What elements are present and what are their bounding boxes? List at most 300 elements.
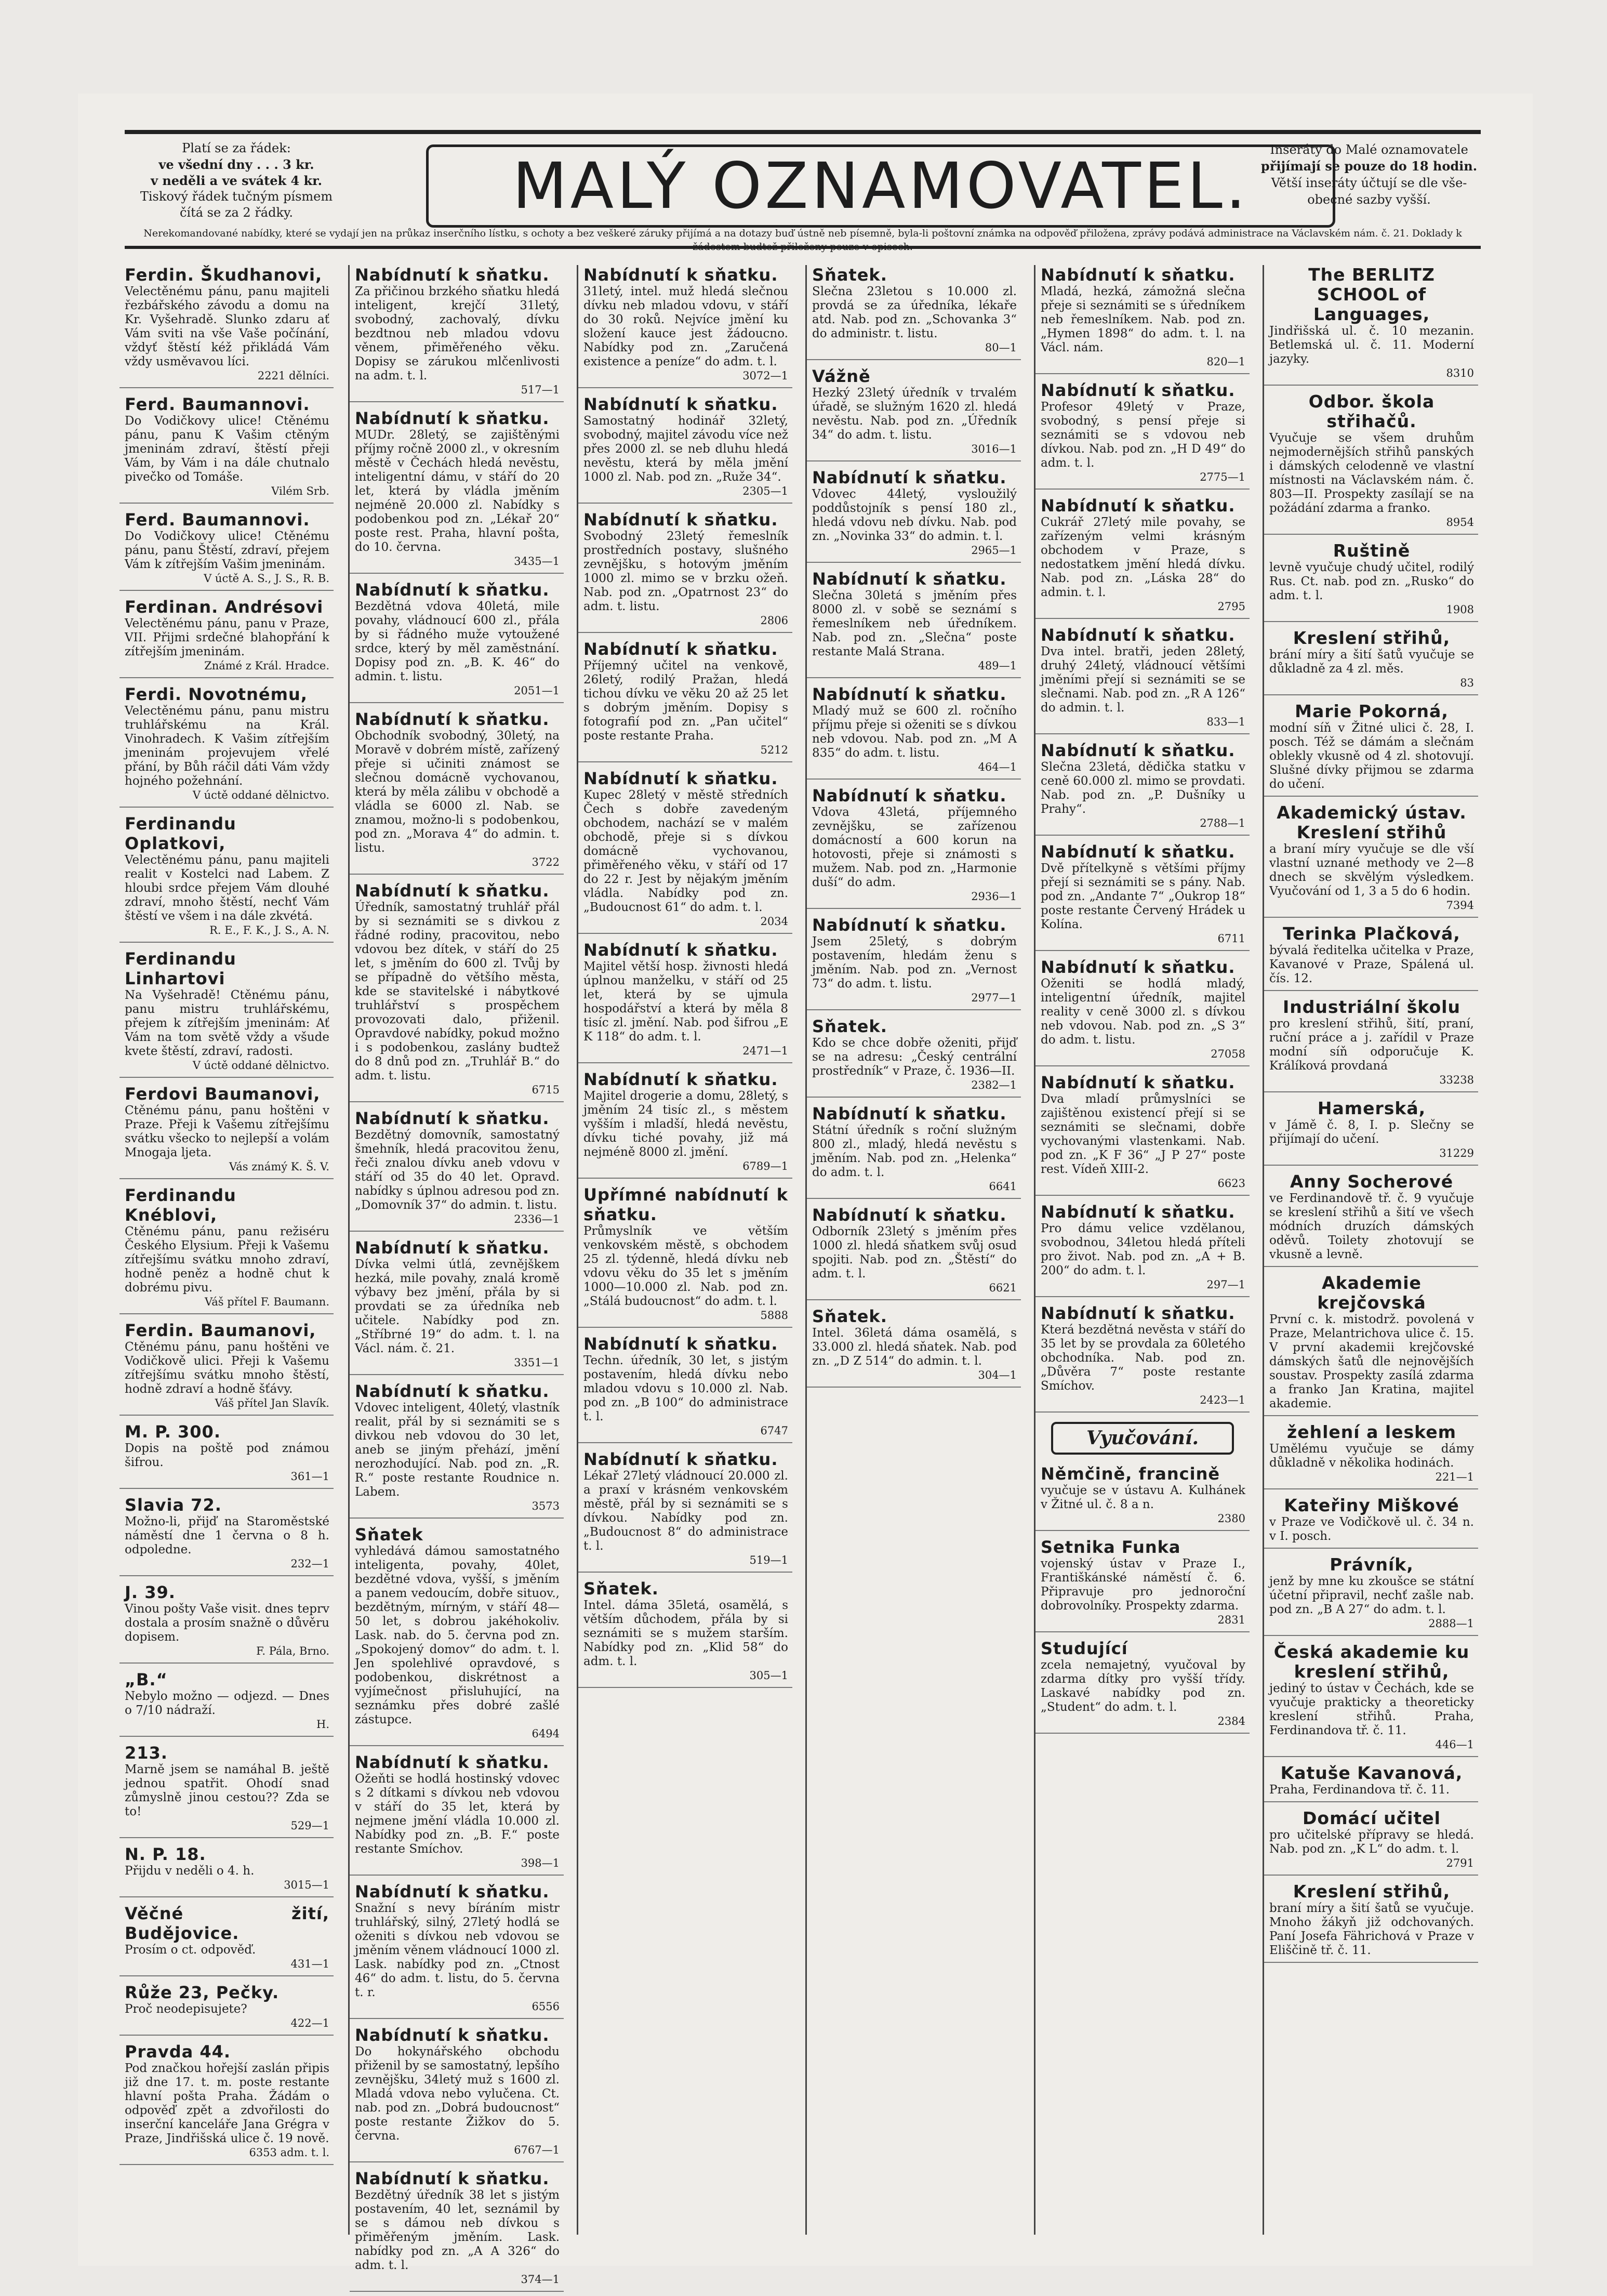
- ad-headline: Nabídnutí k sňatku.: [812, 468, 1007, 487]
- ad-headline: Akademie krejčovská: [1317, 1273, 1426, 1313]
- ad-code: 446—1: [1435, 1738, 1474, 1751]
- classified-ad: [807, 1104, 1021, 1199]
- classified-ad: [1264, 1555, 1478, 1636]
- ad-text: Ctěnému pánu, panu režiséru Českého Elysium. Přeji k Vašemu zítřejšímu svátku mnoho zdraví, hodně peněz a hodně chut k dobrému pivu.: [125, 1225, 329, 1295]
- ad-headline: Nabídnutí k sňatku.: [583, 639, 778, 659]
- classified-ad: [578, 1579, 792, 1688]
- ad-text: Vdovec inteligent, 40letý, vlastník realit, přál by si seznámiti se s divkou neb vdovou do 30 let, aneb se jiným přehází, jmění nerozhodující. Nab. pod zn. „R. R.“ poste restante Roudnice n. Labem.: [355, 1401, 560, 1499]
- classified-ad: [1264, 924, 1478, 991]
- ad-text: Slečna 30letá s jměním přes 8000 zl. v sobě se seznámí s řemeslníkem neb úředníkem. Nab. pod zn. „Slečna“ poste restante Malá Strana.: [812, 589, 1017, 658]
- ad-headline: Ruštině: [1333, 540, 1411, 561]
- column-6: [1263, 265, 1478, 2235]
- ad-text: pro kreslení střihů, šití, praní, ruční práce a j. zařídil v Praze modní síň odporučuje K. Králíková provdaná: [1269, 1017, 1474, 1073]
- classified-ad: [807, 569, 1021, 678]
- ad-headline: Katuše Kavanová,: [1280, 1763, 1463, 1783]
- classified-ad: [1035, 1303, 1250, 1413]
- classified-ad: [119, 2042, 334, 2165]
- ad-text: Snažní s nevy bíráním mistr truhlářský, silný, 27letý hodlá se oženiti s dívkou neb vdovou se jměním věnem vládnoucí 1000 zl. Lask. nabídky pod zn. „Ctnost 46“ do adm. t. listu, do 5. června t. r.: [355, 1902, 560, 1999]
- classified-ad: [350, 265, 564, 402]
- insertion-info: [1257, 141, 1481, 208]
- ad-text: Přijdu v neděli o 4. h.: [125, 1864, 255, 1878]
- ad-text: Obchodník svobodný, 30letý, na Moravě v dobrém místě, zařízený přeje si učiniti známost se slečnou domácně vychovanou, která by měla zálibu v obchodě a vládla se 6000 zl. Nab. se znamou, možno-li s podobenkou, pod zn. „Morava 4“ do admin. t. listu.: [355, 729, 560, 855]
- ad-code: 519—1: [749, 1554, 788, 1566]
- ad-text: Vdova 43letá, příjemného zevnějšku, se zařízenou domácností a 600 korun na hotovosti, přeje si známosti s mužem. Nab. pod zn. „Harmonie duší“ do adm.: [812, 806, 1017, 889]
- ad-headline: Nabídnutí k sňatku.: [1041, 957, 1236, 977]
- ad-headline: Nabídnutí k sňatku.: [583, 1334, 778, 1354]
- ad-text: Pod značkou hořejší zaslán připis již dne 17. t. m. poste restante hlavní pošta Praha. Žádám o odpověď zpět a zdvořilosti do inserční kanceláře Jana Grégra v Praze, Jindřišská ulice č. 19 nově.: [125, 2062, 329, 2145]
- info-line: Větší inseráty účtují se dle vše-: [1271, 176, 1467, 190]
- ad-text: 31letý, intel. muž hledá slečnou dívku neb mladou vdovu, v stáří do 30 roků. Nejvíce jmění ku složení kauce jest žádoucno. Nabídky pod zn. „Zaručená existence a peníze“ do adm. t. l.: [583, 285, 788, 368]
- ad-text: Velectěnému pánu, panu majiteli řezbářského závodu a domu na Kr. Vyšehradě. Slunko zdaru ať Vám sviti na vše Vaše počínání, vždyť štěstí kéž přikládá Vám vždy usměvavou líci.: [125, 285, 329, 368]
- ad-text: Ctěnému pánu, panu hoštěni ve Vodičkově ulici. Přeji k Vašemu zítřejšímu svátku mnoho štěstí, hodně zdraví a hodně šťávy.: [125, 1340, 329, 1396]
- ad-code: 27058: [1211, 1048, 1245, 1060]
- classified-ad: [119, 949, 334, 1078]
- ad-text: levně vyučuje chudý učitel, rodilý Rus. Ct. nab. pod zn. „Rusko“ do adm. t. l.: [1269, 561, 1474, 602]
- column-1: [119, 265, 334, 2235]
- ad-text: Svobodný 23letý řemeslník prostředních postavy, slušného zevnějšku, s hotovým jměním 1000 zl. mimo se v brzku ožeň. Nab. pod zn. „Opatrnost 23“ do adm. t. listu.: [583, 530, 788, 613]
- ad-code: H.: [316, 1718, 329, 1731]
- ad-text: Mladý muž se 600 zl. ročního příjmu přeje si oženiti se s dívkou neb vdovou. Nab. pod zn. „M A 835“ do adm. t. listu.: [812, 704, 1017, 760]
- classified-ad: [119, 1582, 334, 1664]
- ad-text: Proč neodepisujete?: [125, 2002, 247, 2016]
- ad-headline: Nabídnutí k sňatku.: [355, 1381, 550, 1401]
- ad-text: Velectěnému pánu, panu mistru truhlářskému na Král. Vinohradech. K Vašim zítřejším jmeninám projevujem vřelé přání, by Bůh ráčil dáti Vám vždy hojného požehnání.: [125, 704, 329, 788]
- ad-text: Bezdětný úředník 38 let s jistým postavením, 40 let, seznámil by se s dámou neb dívkou s přiměřeným jměním. Lask. nabídky pod zn. „A A 326“ do adm. t. l.: [355, 2188, 560, 2272]
- classified-ad: [807, 915, 1021, 1010]
- classified-ad: [350, 2025, 564, 2162]
- classified-ad: [1035, 380, 1250, 490]
- masthead: [125, 130, 1481, 253]
- classified-ad: [119, 1904, 334, 1976]
- classified-ad: [350, 1525, 564, 1746]
- ad-headline: J. 39.: [125, 1582, 176, 1602]
- classified-ad: [119, 1670, 334, 1737]
- ad-text: Cukrář 27letý mile povahy, se zařízeným velmi krásným obchodem v Praze, s nedostatkem jmění hledá dívku. Nab. pod zn. „Láska 28“ do admin. t. l.: [1041, 516, 1245, 599]
- ad-code: 80—1: [985, 341, 1017, 354]
- ad-code: 2423—1: [1200, 1394, 1245, 1406]
- ad-code: 8954: [1446, 516, 1474, 529]
- ad-text: a braní míry vyučuje se dle vší vlastní uznané methody ve 2—8 dnech se skvělým výsledkem. Vyučování od 1, 3 a 5 do 6 hodin.: [1269, 842, 1474, 898]
- ad-headline: Nabídnutí k sňatku.: [583, 1449, 778, 1469]
- ad-code: 2788—1: [1200, 817, 1245, 829]
- ad-text: Příjemný učitel na venkově, 26letý, rodilý Pražan, hledá tichou dívku ve věku 20 až 25 let s dobrým jměním. Dopisy s fotografií pod zn. „Pan učitel“ poste restante Praha.: [583, 659, 788, 743]
- ad-code: 3435—1: [514, 555, 560, 568]
- ad-text: vyhledává dámou samostatného inteligenta, povahy, 40let, bezdětné vdova, vyšší, s jměním a panem vedoucím, dobře situov., bezdětným, mírným, v stáří 48—50 let, s dobrou jakéhokoliv. Lask. nab. do 5. června pod zn. „Spokojený domov“ do adm. t. l. Jen spolehlivé opravdové, s podobenkou, diskrétnost a vyjímečnost přisluhující, na seznámku přes dobré zašlé zástupce.: [355, 1545, 560, 1726]
- ad-text: Možno-li, přijď na Staroměstské náměstí dne 1 června o 8 h. odpoledne.: [125, 1515, 329, 1556]
- ad-code: 3722: [532, 856, 560, 868]
- ad-text: Hezký 23letý úředník v trvalém úřadě, se služným 1620 zl. hledá nevěstu. Nab. pod zn. „Úředník 34“ do adm. t. listu.: [812, 386, 1017, 442]
- ad-text: Slečna 23letou s 10.000 zl. provdá se za úředníka, lékaře atd. Nab. pod zn. „Schovanka 3“ do administr. t. listu.: [812, 285, 1017, 340]
- price-line: Tiskový řádek tučným písmem: [140, 189, 333, 204]
- ad-text: Průmyslník ve větším venkovském městě, s obchodem 25 zl. týdenně, hledá dívku neb vdovu věku do 35 let s jměním 1000—10.000 zl. Nab. pod zn. „Stálá budoucnost“ do adm. t. l.: [583, 1224, 788, 1308]
- classified-ad: [807, 1017, 1021, 1098]
- ad-headline: Nabídnutí k sňatku.: [583, 394, 778, 414]
- ad-text: vojenský ústav v Praze I., Františkánské náměstí č. 6. Připravuje pro jednoroční dobrovolníky. Prospekty zdarma.: [1041, 1557, 1245, 1613]
- info-line: přijímají se pouze do 18 hodin.: [1260, 159, 1478, 174]
- ad-headline: N. P. 18.: [125, 1844, 206, 1864]
- ad-code: 3015—1: [284, 1879, 329, 1891]
- ad-text: Dva intel. bratři, jeden 28letý, druhý 24letý, vládnoucí většími jměními přejí si seznámiti se se slečnami. Nab. pod zn. „R A 126“ do admin. t. l.: [1041, 645, 1245, 715]
- ad-headline: Česká akademie ku kreslení střihů,: [1273, 1642, 1470, 1682]
- ad-code: 6494: [532, 1727, 560, 1740]
- ad-text: v Praze ve Vodičkově ul. č. 34 n. v I. posch.: [1269, 1515, 1474, 1543]
- ad-code: 83: [1460, 677, 1474, 689]
- ad-code: Vilém Srb.: [271, 485, 329, 497]
- ad-text: Bezdětný domovník, samostatný šmehník, hledá pracovitou ženu, řeči znalou dívku aneb vdovu v stáří od 35 do 40 let. Opravd. nabídky s úplnou adresou pod zn. „Domovník 37“ do admin. t. listu.: [355, 1128, 560, 1212]
- classified-ad: [578, 1449, 792, 1573]
- ad-headline: Nabídnutí k sňatku.: [355, 1752, 550, 1772]
- ad-headline: Vážně: [812, 366, 871, 386]
- ad-code: 489—1: [978, 659, 1017, 672]
- classified-ad: [350, 881, 564, 1102]
- ad-headline: Nabídnutí k sňatku.: [1041, 1073, 1236, 1092]
- ad-code: 2384: [1217, 1715, 1245, 1727]
- ad-code: 422—1: [290, 2017, 329, 2029]
- ad-text: Velectěnému pánu, panu v Praze, VII. Přijmi srdečné blahopřání k zítřejším jmeninám.: [125, 617, 329, 658]
- ad-text: První c. k. mistodrž. povolená v Praze, Melantrichova ulice č. 15. V první akademii krejčovské dámských šatů dle nejnovějších soustav. Prospekty zasílá zdarma a franko Jan Kratina, majitel akademie.: [1269, 1313, 1474, 1410]
- ad-code: V úctě oddané dělnictvo.: [192, 1059, 329, 1072]
- ad-code: 6711: [1217, 932, 1245, 945]
- ad-code: 6353 adm. t. l.: [249, 2146, 329, 2159]
- classified-ad: [119, 1084, 334, 1179]
- ad-code: 31229: [1439, 1147, 1474, 1159]
- classified-ad: [1035, 1639, 1250, 1734]
- ad-code: 6789—1: [742, 1160, 788, 1172]
- ad-headline: Nabídnutí k sňatku.: [812, 1104, 1007, 1124]
- ad-code: 2221 dělníci.: [257, 370, 329, 382]
- classified-ad: [807, 468, 1021, 563]
- classified-ad: [1264, 1882, 1478, 1963]
- classified-ad: [350, 709, 564, 875]
- ad-text: Majitel drogerie a domu, 28letý, s jměním 24 tisíc zl., s městem vyšším i mladší, hledá nevěstu, dívku tiché povahy, již má nejméně 8000 zl. jmění.: [583, 1089, 788, 1159]
- masthead-note: Nerekomandované nabídky, které se vydají jen na průkaz inserčního lístku, s ochoty a bez veškeré záruky přijímá a na dotazy buď ústně neb písemně, byla-li poštovní známka na odpověď přiložena, zprávy podává administrace na Václavském nám. č. 21. Doklady k žádostem budtež přiloženy pouze v opisech.: [143, 228, 1462, 253]
- ad-headline: Nabídnutí k sňatku.: [355, 408, 550, 428]
- ad-text: Marně jsem se namáhal B. ještě jednou spatřit. Ohodí snad zůmyslně jinou cestou?? Zda se to!: [125, 1763, 329, 1818]
- ad-headline: Nabídnutí k sňatku.: [583, 265, 778, 285]
- ad-headline: Sňatek: [355, 1525, 423, 1545]
- ad-text: Techn. úředník, 30 let, s jistým postavením, hledá dívku nebo mladou vdovu s 10.000 zl. Nab. pod zn. „B 100“ do administrace t. l.: [583, 1354, 788, 1423]
- classified-ad: [1264, 1099, 1478, 1166]
- ad-code: 6767—1: [514, 2144, 560, 2156]
- ad-text: brání míry a šití šatů vyučuje se důkladně za 4 zl. měs.: [1269, 648, 1474, 676]
- ad-headline: Nabídnutí k sňatku.: [1041, 496, 1236, 516]
- ad-code: 833—1: [1206, 716, 1245, 728]
- ad-headline: M. P. 300.: [125, 1422, 221, 1442]
- classified-ad: [1035, 957, 1250, 1066]
- ad-code: 6623: [1217, 1177, 1245, 1190]
- ad-code: 3573: [532, 1500, 560, 1512]
- classified-ad: [578, 510, 792, 633]
- ad-text: Velectěnému pánu, panu majiteli realit v Kostelci nad Labem. Z hloubi srdce přejem Vám dlouhé zdraví, mnoho štěstí, nechť Vám štěstí ve všem i na dále zkvétá.: [125, 853, 329, 923]
- classified-ad: [1264, 541, 1478, 622]
- ad-headline: Ferdovi Baumanovi,: [125, 1084, 321, 1104]
- classified-ad: [1264, 1809, 1478, 1876]
- ad-code: 7394: [1446, 899, 1474, 912]
- ad-headline: Kateřiny Miškové: [1284, 1495, 1459, 1515]
- classified-ad: [1035, 1202, 1250, 1297]
- ad-headline: Nabídnutí k sňatku.: [583, 940, 778, 960]
- ad-headline: Nabídnutí k sňatku.: [1041, 842, 1236, 862]
- ad-headline: Studující: [1041, 1639, 1128, 1658]
- classified-ad: [1264, 1172, 1478, 1267]
- ad-code: Známé z Král. Hradce.: [204, 659, 329, 672]
- ad-headline: Nabídnutí k sňatku.: [355, 265, 550, 285]
- price-line: ve všední dny . . . 3 kr.: [158, 157, 314, 172]
- ad-code: 2471—1: [742, 1045, 788, 1057]
- classified-ad: [1264, 392, 1478, 535]
- ad-code: 2936—1: [971, 890, 1017, 903]
- ad-text: zcela nemajetný, vyučoval by zdarma dítky pro vyšší třídy. Laskavé nabídky pod zn. „Student“ do adm. t. l.: [1041, 1658, 1245, 1714]
- ad-code: V úctě A. S., J. S., R. B.: [204, 572, 329, 585]
- ad-code: 3016—1: [971, 443, 1017, 455]
- classified-ad: [119, 1983, 334, 2036]
- classified-ad: [578, 940, 792, 1063]
- ad-code: Váš přítel Jan Slavík.: [215, 1397, 329, 1409]
- ad-text: Vyučuje se všem druhům nejmodernějších střihů panských i dámských celodenně ve vlastní místnosti na Václavském nám. č. 803—II. Prospekty zasílají se na požádání zdarma a franko.: [1269, 431, 1474, 515]
- classified-ad: [807, 366, 1021, 461]
- ad-headline: Sňatek.: [812, 1017, 887, 1036]
- ad-text: Umělému vyučuje se dámy důkladně v několika hodinách.: [1269, 1442, 1474, 1470]
- classified-ad: [1035, 741, 1250, 836]
- ad-text: Oženiti se hodlá mladý, inteligentní úředník, majitel reality v ceně 3000 zl. s dívkou neb vdovou. Nab. pod zn. „S 3“ do adm. t. listu.: [1041, 977, 1245, 1047]
- ad-text: jenž by mne ku zkoušce se státní účetní připravil, nechť zašle nab. pod zn. „B A 27“ do adm. t. l.: [1269, 1575, 1474, 1616]
- classified-ad: [119, 1321, 334, 1416]
- ad-headline: Odbor. škola střihačů.: [1308, 391, 1435, 431]
- ad-headline: Němčině, francině: [1041, 1464, 1220, 1484]
- ad-code: F. Pála, Brno.: [256, 1645, 329, 1657]
- ad-headline: Upřímné nabídnutí k sňatku.: [583, 1185, 788, 1224]
- ad-headline: Nabídnutí k sňatku.: [812, 1205, 1007, 1225]
- ad-text: Za přičinou brzkého sňatku hledá inteligent, krejčí 31letý, svobodný, zachovalý, dívku bezdtnou neb mladou vdovu věnem, přiměřeného věku. Dopisy se zárukou mlčenlivosti na adm. t. l.: [355, 285, 560, 382]
- ad-code: 297—1: [1206, 1278, 1245, 1291]
- ad-headline: Věčné žití, Budějovice.: [125, 1904, 329, 1943]
- ad-code: 33238: [1439, 1074, 1474, 1086]
- ad-code: 2977—1: [971, 992, 1017, 1004]
- classified-ad: [1035, 1537, 1250, 1632]
- ad-code: 2791: [1446, 1857, 1474, 1869]
- price-info: [125, 140, 348, 221]
- classified-ad: [350, 1238, 564, 1375]
- column-2: [348, 265, 564, 2286]
- ad-text: Úředník, samostatný truhlář přál by si seznámiti se s divkou z řádné rodiny, pracovitou, nebo vdovou bez dítek, v stáří do 25 let, s jměním do 600 zl. Tvůj by se případně do většího města, kde se stavitelské i nábytkové truhlářství s prospěchem provozovati dalo, přiženil. Opravdové nabídky, pokud možno i s podobenkou, zaslány budtež do 8 dnů pod zn. „Truhlář B.“ do adm. t. listu.: [355, 901, 560, 1083]
- ad-code: 2034: [760, 915, 788, 928]
- ad-headline: 213.: [125, 1743, 168, 1763]
- ad-text: Která bezdětná nevěsta v stáří do 35 let by se provdala za 60letého obchodníka. Nab. pod zn. „Důvěra 7“ poste restante Smíchov.: [1041, 1323, 1245, 1393]
- classified-ad: [578, 1070, 792, 1179]
- ad-headline: Setnika Funka: [1041, 1537, 1181, 1557]
- ad-code: 2795: [1217, 600, 1245, 613]
- ad-headline: Sňatek.: [812, 1307, 887, 1326]
- ad-headline: Anny Socherové: [1290, 1171, 1454, 1192]
- classified-ad: [1264, 1422, 1478, 1489]
- classified-ad: [1264, 1642, 1478, 1757]
- ad-code: V úctě oddané dělnictvo.: [192, 789, 329, 801]
- ad-headline: Nabídnutí k sňatku.: [1041, 1303, 1236, 1323]
- ad-headline: Marie Pokorná,: [1295, 701, 1449, 721]
- ad-text: Na Vyšehradě! Ctěnému pánu, panu mistru truhlářskému, přejem k zítřejším jmeninám: Ať Vám na tom světě vždy a všude kvete štěstí, zdraví, radosti.: [125, 988, 329, 1058]
- ad-text: MUDr. 28letý, se zajištěnými příjmy ročně 2000 zl., v okresním městě v Čechách hledá nevěstu, inteligentní dámu, v stáří do 20 let, která by vládla jměním nejméně 20.000 zl. Nabídky s podobenkou pod zn. „Lékař 20“ poste rest. Praha, hlavní pošta, do 10. června.: [355, 428, 560, 554]
- classified-ad: [1264, 1763, 1478, 1802]
- classified-ad: [350, 408, 564, 574]
- ad-headline: Nabídnutí k sňatku.: [583, 769, 778, 788]
- ad-headline: Industriální školu: [1283, 997, 1460, 1017]
- info-line: obecné sazby vyšší.: [1307, 192, 1431, 207]
- ad-code: 5212: [760, 744, 788, 756]
- classified-ad: [807, 786, 1021, 909]
- classified-ad: [119, 597, 334, 678]
- ad-headline: Ferdinandu Linhartovi: [125, 949, 236, 988]
- ad-text: Vinou pošty Vaše visit. dnes teprv dostala a prosím snažně o důvěru dopisem.: [125, 1602, 329, 1644]
- ad-headline: Ferdin. Škudhanovi,: [125, 265, 323, 285]
- ad-text: vyučuje se v ústavu A. Kulhánek v Žitné ul. č. 8 a n.: [1041, 1484, 1245, 1511]
- classified-ad: [807, 684, 1021, 780]
- ad-code: 2888—1: [1428, 1617, 1474, 1630]
- ad-text: Dívka velmi útlá, zevnějškem hezká, mile povahy, znalá kromě výbavy bez jmění, přála by si provdati se za úředníka neb učitele. Nabídky pod zn. „Stříbrné 19“ do adm. t. l. na Václ. nám. č. 21.: [355, 1258, 560, 1355]
- classified-ad: [578, 265, 792, 388]
- ad-code: 2336—1: [514, 1213, 560, 1225]
- ad-headline: „B.“: [125, 1670, 168, 1690]
- classified-ad: [1035, 1073, 1250, 1196]
- classified-ad: [1264, 1496, 1478, 1549]
- ad-text: bývalá ředitelka učitelka v Praze, Kavanové v Praze, Spálená ul. čís. 12.: [1269, 944, 1474, 985]
- column-3: [577, 265, 792, 2235]
- ad-text: Intel. 36letá dáma osamělá, s 33.000 zl. hledá sňatek. Nab. pod zn. „D Z 514“ do admin. t. l.: [812, 1326, 1017, 1368]
- ad-headline: Nabídnutí k sňatku.: [812, 684, 1007, 704]
- ad-headline: Hamerská,: [1317, 1098, 1426, 1118]
- ad-headline: Ferd. Baumannovi.: [125, 510, 310, 530]
- ad-code: 8310: [1446, 367, 1474, 379]
- ad-code: 2806: [760, 614, 788, 627]
- classified-ad: [1264, 1273, 1478, 1416]
- ad-code: 3351—1: [514, 1356, 560, 1369]
- ad-text: Ctěnému pánu, panu hoštěni v Praze. Přeji k Vašemu zítřejšímu svátku všecko to nejlepší a volám Mnogaja ljeta.: [125, 1104, 329, 1159]
- classified-ad: [119, 265, 334, 388]
- ad-text: Prosím o ct. odpověď.: [125, 1943, 256, 1957]
- classified-ad: [350, 580, 564, 703]
- classified-ad: [578, 639, 792, 762]
- ad-text: modní síň v Žitné ulici č. 28, I. posch. Též se dámám a slečnám oblekly vkusně od 4 zl. shotovují. Slušné dívky přijmou se zdarma do učení.: [1269, 721, 1474, 791]
- ad-headline: Pravda 44.: [125, 2042, 231, 2062]
- ad-code: 361—1: [290, 1470, 329, 1483]
- ad-headline: Ferdinan. Andrésovi: [125, 597, 324, 617]
- ad-text: Do hokynářského obchodu přiženil by se samostatný, lepšího zevnějšku, 34letý muž s 1600 zl. Mladá vdova nebo vylučena. Ct. nab. pod zn. „Dobrá budoucnost“ poste restante Žižkov do 5. června.: [355, 2045, 560, 2143]
- ad-headline: Kreslení střihů,: [1293, 1881, 1451, 1902]
- ad-code: 5888: [760, 1309, 788, 1322]
- ad-headline: Ferdin. Baumanovi,: [125, 1321, 316, 1340]
- classified-ad: [350, 1752, 564, 1876]
- ad-code: 431—1: [290, 1958, 329, 1970]
- ad-headline: Terinka Plačková,: [1283, 923, 1460, 944]
- ad-headline: Nabídnutí k sňatku.: [812, 786, 1007, 806]
- ad-text: Odborník 23letý s jměním přes 1000 zl. hledá sňatkem svůj osud spojiti. Nab. pod zn. „Štěstí“ do adm. t. l.: [812, 1225, 1017, 1281]
- classified-ad: [350, 1381, 564, 1519]
- classified-ad: [119, 1495, 334, 1576]
- classified-ad: [578, 769, 792, 934]
- ad-headline: Nabídnutí k sňatku.: [812, 915, 1007, 935]
- ad-code: 2382—1: [971, 1079, 1017, 1091]
- ad-text: braní míry a šití šatů se vyučuje. Mnoho žákyň již odchovaných. Paní Josefa Fährichová v Praze v Eliščině tř. č. 11.: [1269, 1902, 1474, 1957]
- classified-ad: [119, 394, 334, 504]
- ad-text: Samostatný hodinář 32letý, svobodný, majitel závodu více než přes 2000 zl. se neb dluhu hledá nevěstu, která by měla jmění 1000 zl. Nab. pod zn. „Ruže 34“.: [583, 414, 788, 484]
- ad-code: 2965—1: [971, 544, 1017, 557]
- ad-headline: Nabídnutí k sňatku.: [812, 569, 1007, 589]
- classified-ad: [578, 1185, 792, 1328]
- classified-ad: [119, 510, 334, 591]
- ad-text: Státní úředník s roční služným 800 zl., mladý, hledá nevěstu s jměním. Nab. pod zn. „Helenka“ do adm. t. l.: [812, 1124, 1017, 1179]
- ad-text: ve Ferdinandově tř. č. 9 vyučuje se kreslení střihů a šití ve všech módních druzích dámských oděvů. Toilety zhotovují se vkusně a levně.: [1269, 1192, 1474, 1261]
- price-line: Platí se za řádek:: [182, 141, 291, 155]
- classified-ad: [350, 1882, 564, 2019]
- ad-text: Jindřišská ul. č. 10 mezanin. Betlemská ul. č. 11. Moderní jazyky.: [1269, 324, 1474, 366]
- section-title: MALÝ OZNAMOVATEL.: [426, 144, 1335, 228]
- classified-ad: [1264, 628, 1478, 695]
- ad-headline: Nabídnutí k sňatku.: [355, 1109, 550, 1128]
- classified-ad: [1264, 265, 1478, 386]
- ad-headline: Nabídnutí k sňatku.: [355, 2169, 550, 2188]
- ad-code: 517—1: [521, 384, 560, 396]
- ad-headline: Ferd. Baumannovi.: [125, 394, 310, 414]
- classified-ad: [1035, 496, 1250, 619]
- ad-headline: žehlení a leskem: [1287, 1422, 1456, 1442]
- ad-headline: Právník,: [1330, 1554, 1414, 1575]
- ad-headline: Nabídnutí k sňatku.: [1041, 1202, 1236, 1222]
- price-line: v neděli a ve svátek 4 kr.: [151, 173, 322, 188]
- ad-code: 6715: [532, 1084, 560, 1096]
- ad-headline: Nabídnutí k sňatku.: [355, 881, 550, 901]
- ad-code: 2305—1: [742, 485, 788, 497]
- ad-text: Do Vodičkovy ulice! Ctěnému pánu, panu K Vašim ctěným jmeninám zdraví, štěstí přeji Vám, by Vám i na dále chutnalo pivečko od Tomáše.: [125, 414, 329, 484]
- ad-text: Lékař 27letý vládnoucí 20.000 zl. a praxí v krásném venkovském městě, přál by si seznámiti se s dívkou. Nabídky pod zn. „Budoucnost 8“ do administrace t. l.: [583, 1469, 788, 1553]
- ad-text: Vdovec 44letý, vysloužilý poddůstojník s pensí 180 zl., hledá vdovu neb dívku. Nab. pod zn. „Novinka 33“ do admin. t. l.: [812, 487, 1017, 543]
- ad-headline: Ferdinandu Knéblovi,: [125, 1185, 236, 1225]
- ad-text: Do Vodičkovy ulice! Ctěnému pánu, panu Štěstí, zdraví, přejem Vám k zítřejším Vašim jmeninám.: [125, 530, 329, 571]
- classified-ad: [1035, 265, 1250, 374]
- ad-text: jediný to ústav v Čechách, kde se vyučuje prakticky a theoreticky kreslení střihů. Praha, Ferdinandova tř. č. 11.: [1269, 1682, 1474, 1737]
- ad-headline: Domácí učitel: [1303, 1808, 1441, 1828]
- classified-ad: [1035, 625, 1250, 734]
- ad-headline: Nabídnutí k sňatku.: [355, 580, 550, 600]
- ad-code: Vás známý K. Š. V.: [229, 1160, 329, 1173]
- ad-text: Dva mladí průmyslníci se zajištěnou existencí přejí si se seznámiti se slečnami, dobře vychovanými vlastenkami. Nab. pod zn. „K F 36“ „J P 27“ poste rest. Vídeň XIII-2.: [1041, 1092, 1245, 1176]
- ad-text: Ožeňti se hodlá hostinský vdovec s 2 dítkami s dívkou neb vdovou v stáří do 35 let, která by nejmene jmění vládla 10.000 zl. Nabídky pod zn. „B. F.“ poste restante Smíchov.: [355, 1772, 560, 1856]
- ad-code: 529—1: [290, 1819, 329, 1832]
- ad-code: R. E., F. K., J. S., A. N.: [209, 924, 329, 936]
- ad-text: Kdo se chce dobře oženiti, přijď se na adresu: „Český centrální prostředník“ v Praze, č. 1936—II.: [812, 1036, 1017, 1078]
- classified-ad: [1264, 803, 1478, 918]
- ad-headline: Akademický ústav. Kreslení střihů: [1277, 802, 1467, 842]
- classified-ad: [1035, 842, 1250, 951]
- classified-ad: [1264, 997, 1478, 1092]
- ad-text: Praha, Ferdinandova tř. č. 11.: [1269, 1783, 1450, 1797]
- ad-code: 2775—1: [1200, 471, 1245, 483]
- classified-ad: [1264, 702, 1478, 797]
- ad-code: 2380: [1217, 1512, 1245, 1525]
- classified-ad: [350, 2169, 564, 2292]
- ad-headline: Ferdi. Novotnému,: [125, 684, 308, 704]
- ad-text: Pro dámu velice vzdělanou, svobodnou, 34letou hledá příteli pro život. Nab. pod zn. „A + B. 200“ do adm. t. l.: [1041, 1222, 1245, 1277]
- classified-ad: [807, 1307, 1021, 1388]
- classified-ad: [119, 1743, 334, 1838]
- ad-code: 464—1: [978, 761, 1017, 773]
- column-5: [1034, 265, 1250, 2235]
- ad-code: 6747: [760, 1424, 788, 1437]
- ad-code: 6556: [532, 2000, 560, 2013]
- ad-headline: Nabídnutí k sňatku.: [355, 1882, 550, 1902]
- ad-headline: Nabídnutí k sňatku.: [1041, 625, 1236, 645]
- ad-headline: Sňatek.: [583, 1579, 659, 1599]
- ad-code: 6641: [989, 1180, 1017, 1193]
- ad-headline: Kreslení střihů,: [1293, 628, 1451, 648]
